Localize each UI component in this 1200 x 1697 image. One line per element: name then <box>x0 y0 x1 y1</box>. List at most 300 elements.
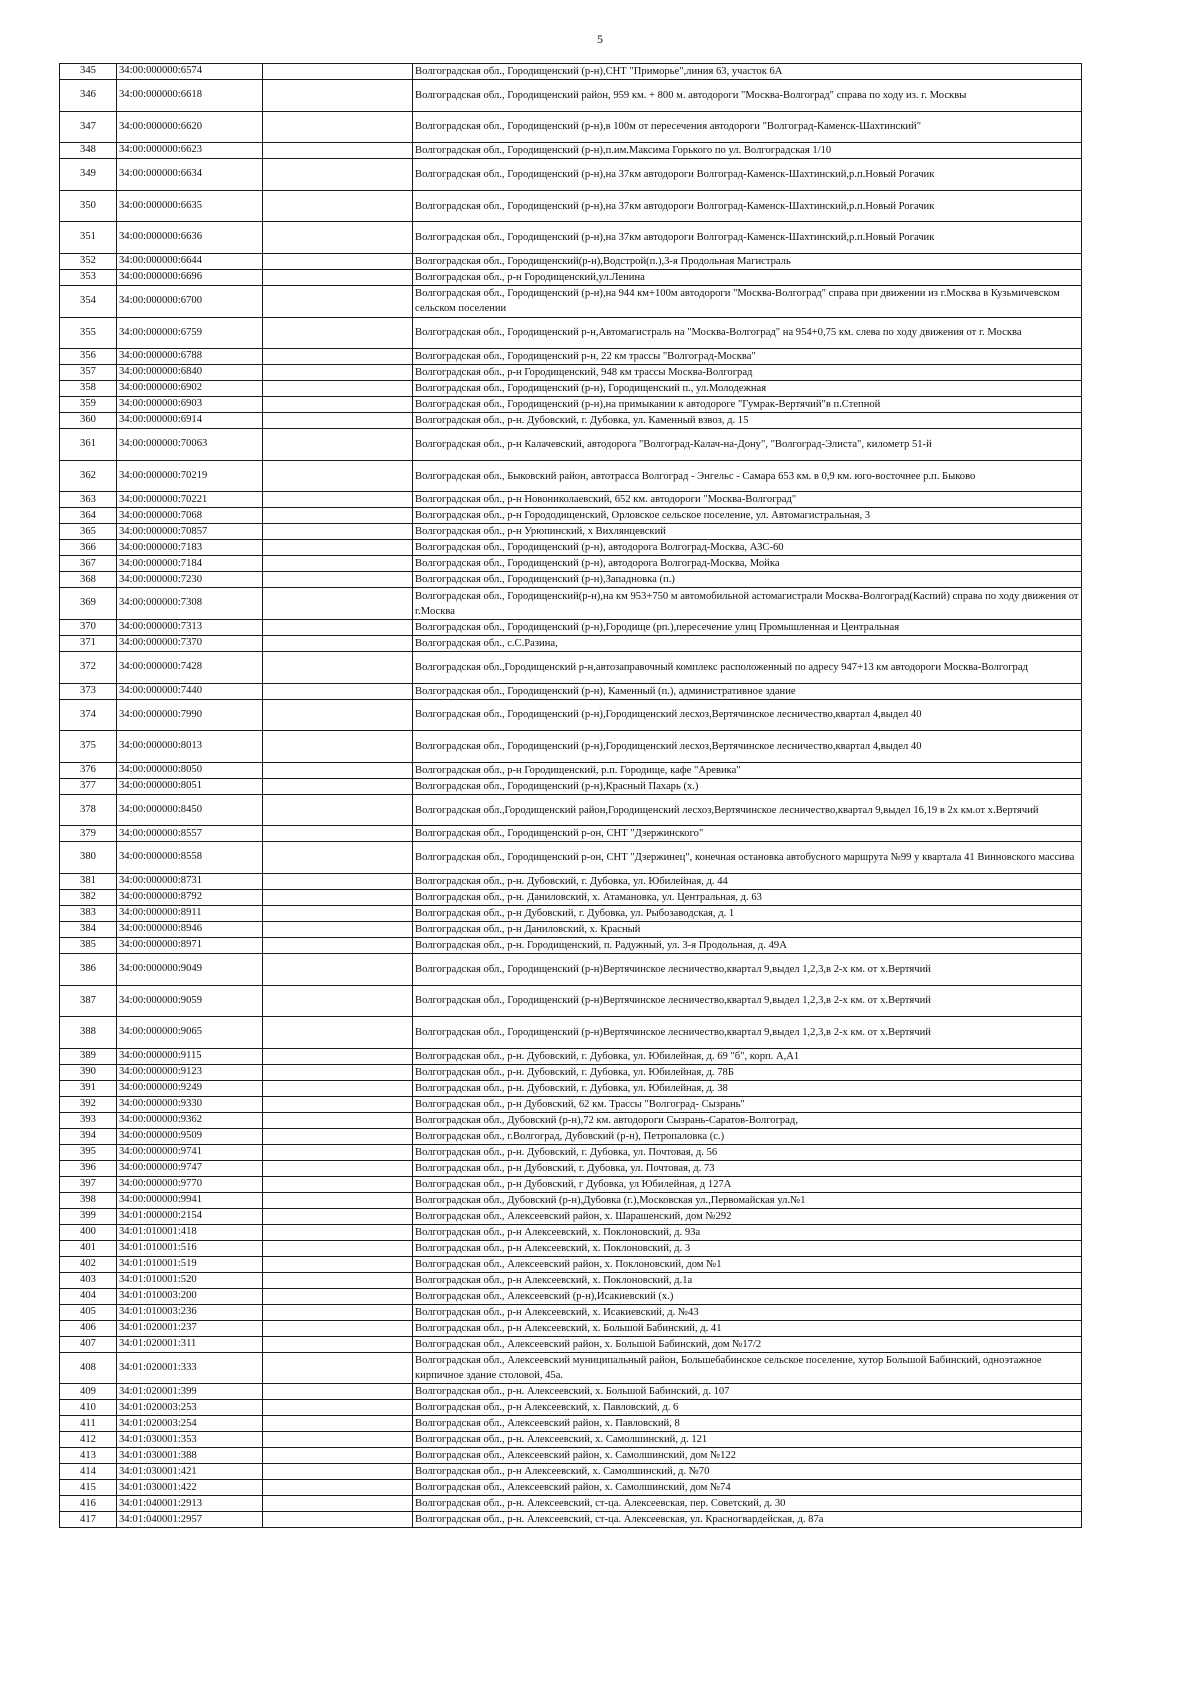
table-row <box>60 1464 1082 1480</box>
cadastral-number: 34:00:000000:7440 <box>117 683 263 699</box>
row-number: 359 <box>60 397 117 413</box>
address: Волгоградская обл., Городищенский (р-н),на 37км автодороги Волгоград-Каменск-Шахтинский,р.п.Новый Рогачик <box>413 159 1082 191</box>
cadastral-number: 34:00:000000:6914 <box>117 413 263 429</box>
table-row <box>60 365 1082 381</box>
table-row <box>60 873 1082 889</box>
row-number: 345 <box>60 64 117 80</box>
table-row <box>60 190 1082 222</box>
cadastral-number: 34:01:020001:333 <box>117 1352 263 1384</box>
empty-cell <box>263 937 413 953</box>
table-row <box>60 1432 1082 1448</box>
table-row <box>60 524 1082 540</box>
row-number: 356 <box>60 349 117 365</box>
empty-cell <box>263 1416 413 1432</box>
table-row <box>60 1336 1082 1352</box>
cadastral-number: 34:00:000000:8946 <box>117 921 263 937</box>
address: Волгоградская обл., р-н Калачевский, автодорога "Волгоград-Калач-на-Дону", "Волгоград-Элиста", километр 51-й <box>413 429 1082 461</box>
cadastral-number: 34:00:000000:6696 <box>117 269 263 285</box>
empty-cell <box>263 222 413 254</box>
address: Волгоградская обл., р-н. Даниловский, х. Атамановка, ул. Центральная, д. 63 <box>413 889 1082 905</box>
cadastral-number: 34:00:000000:6634 <box>117 159 263 191</box>
empty-cell <box>263 349 413 365</box>
row-number: 387 <box>60 985 117 1017</box>
row-number: 351 <box>60 222 117 254</box>
cadastral-number: 34:00:000000:8557 <box>117 826 263 842</box>
row-number: 361 <box>60 429 117 461</box>
registry-table <box>59 63 1082 1528</box>
address: Волгоградская обл., Городищенский (р-н),на 944 км+100м автодороги "Москва-Волгоград" справа при движении из г.Москва в Кузьмичевском сельском поселении <box>413 285 1082 317</box>
row-number: 348 <box>60 143 117 159</box>
cadastral-number: 34:01:000000:2154 <box>117 1208 263 1224</box>
address: Волгоградская обл., р-н Горододищенский, Орловское сельское поселение, ул. Автомагистральная, 3 <box>413 508 1082 524</box>
cadastral-number: 34:00:000000:7313 <box>117 619 263 635</box>
cadastral-number: 34:00:000000:9941 <box>117 1192 263 1208</box>
address: Волгоградская обл., Городищенский (р-н),Красный Пахарь (х.) <box>413 778 1082 794</box>
cadastral-number: 34:00:000000:6635 <box>117 190 263 222</box>
cadastral-number: 34:00:000000:9770 <box>117 1176 263 1192</box>
row-number: 349 <box>60 159 117 191</box>
table-row <box>60 222 1082 254</box>
cadastral-number: 34:00:000000:7068 <box>117 508 263 524</box>
table-row <box>60 905 1082 921</box>
empty-cell <box>263 699 413 731</box>
cadastral-number: 34:01:020001:237 <box>117 1320 263 1336</box>
empty-cell <box>263 683 413 699</box>
row-number: 410 <box>60 1400 117 1416</box>
address: Волгоградская обл., Городищенский (р-н),СНТ "Приморье",линия 63, участок 6А <box>413 64 1082 80</box>
table-row <box>60 1256 1082 1272</box>
cadastral-number: 34:00:000000:6644 <box>117 253 263 269</box>
row-number: 366 <box>60 540 117 556</box>
cadastral-number: 34:01:010001:418 <box>117 1224 263 1240</box>
cadastral-number: 34:00:000000:70063 <box>117 429 263 461</box>
row-number: 367 <box>60 556 117 572</box>
empty-cell <box>263 1336 413 1352</box>
row-number: 390 <box>60 1064 117 1080</box>
cadastral-number: 34:00:000000:70219 <box>117 460 263 492</box>
table-row <box>60 159 1082 191</box>
address: Волгоградская обл., г.Волгоград, Дубовский (р-н), Петропаловка (с.) <box>413 1128 1082 1144</box>
address: Волгоградская обл., р-н Алексеевский, х. Исакиевский, д. №43 <box>413 1304 1082 1320</box>
address: Волгоградская обл., Городищенский(р-н),на км 953+750 м автомобильной астомагистрали Москва-Волгоград(Каспий) справа по ходу движения от г.Москва <box>413 588 1082 620</box>
empty-cell <box>263 635 413 651</box>
registry-table-body <box>60 64 1082 1528</box>
cadastral-number: 34:00:000000:6618 <box>117 80 263 112</box>
table-row <box>60 269 1082 285</box>
empty-cell <box>263 524 413 540</box>
row-number: 347 <box>60 111 117 143</box>
empty-cell <box>263 1384 413 1400</box>
table-row <box>60 985 1082 1017</box>
address: Волгоградская обл., Алексеевский район, х. Шарашенский, дом №292 <box>413 1208 1082 1224</box>
table-row <box>60 1144 1082 1160</box>
row-number: 412 <box>60 1432 117 1448</box>
address: Волгоградская обл., р-н Алексеевский, х. Большой Бабинский, д. 41 <box>413 1320 1082 1336</box>
table-row <box>60 683 1082 699</box>
empty-cell <box>263 1128 413 1144</box>
table-row <box>60 953 1082 985</box>
row-number: 371 <box>60 635 117 651</box>
cadastral-number: 34:01:010001:520 <box>117 1272 263 1288</box>
empty-cell <box>263 842 413 874</box>
table-row <box>60 429 1082 461</box>
empty-cell <box>263 1512 413 1528</box>
cadastral-number: 34:00:000000:6620 <box>117 111 263 143</box>
empty-cell <box>263 64 413 80</box>
cadastral-number: 34:00:000000:9123 <box>117 1064 263 1080</box>
empty-cell <box>263 1240 413 1256</box>
row-number: 365 <box>60 524 117 540</box>
empty-cell <box>263 1352 413 1384</box>
row-number: 384 <box>60 921 117 937</box>
cadastral-number: 34:00:000000:9330 <box>117 1096 263 1112</box>
table-row <box>60 460 1082 492</box>
empty-cell <box>263 588 413 620</box>
cadastral-number: 34:00:000000:8558 <box>117 842 263 874</box>
cadastral-number: 34:01:010003:200 <box>117 1288 263 1304</box>
row-number: 352 <box>60 253 117 269</box>
row-number: 370 <box>60 619 117 635</box>
empty-cell <box>263 1176 413 1192</box>
cadastral-number: 34:01:040001:2913 <box>117 1496 263 1512</box>
empty-cell <box>263 1272 413 1288</box>
cadastral-number: 34:00:000000:6840 <box>117 365 263 381</box>
row-number: 386 <box>60 953 117 985</box>
empty-cell <box>263 285 413 317</box>
table-row <box>60 731 1082 763</box>
row-number: 373 <box>60 683 117 699</box>
address: Волгоградская обл., р-н Дубовский, г. Дубовка, ул. Рыбозаводская, д. 1 <box>413 905 1082 921</box>
cadastral-number: 34:00:000000:9362 <box>117 1112 263 1128</box>
address: Волгоградская обл., р-н Городищенский, р.п. Городище, кафе "Аревика" <box>413 762 1082 778</box>
table-row <box>60 1096 1082 1112</box>
row-number: 380 <box>60 842 117 874</box>
cadastral-number: 34:00:000000:7990 <box>117 699 263 731</box>
empty-cell <box>263 889 413 905</box>
address: Волгоградская обл., р-н Алексеевский, х. Поклоновский, д. 93а <box>413 1224 1082 1240</box>
table-row <box>60 651 1082 683</box>
table-row <box>60 1224 1082 1240</box>
table-row <box>60 1112 1082 1128</box>
cadastral-number: 34:00:000000:9747 <box>117 1160 263 1176</box>
empty-cell <box>263 460 413 492</box>
table-row <box>60 826 1082 842</box>
empty-cell <box>263 1496 413 1512</box>
cadastral-number: 34:01:030001:388 <box>117 1448 263 1464</box>
cadastral-number: 34:00:000000:6902 <box>117 381 263 397</box>
address: Волгоградская обл., р-н Новониколаевский, 652 км. автодороги "Москва-Волгоград" <box>413 492 1082 508</box>
row-number: 409 <box>60 1384 117 1400</box>
table-row <box>60 1496 1082 1512</box>
empty-cell <box>263 1400 413 1416</box>
address: Волгоградская обл., р-н Алексеевский, х. Павловский, д. 6 <box>413 1400 1082 1416</box>
row-number: 414 <box>60 1464 117 1480</box>
row-number: 396 <box>60 1160 117 1176</box>
address: Волгоградская обл., Городищенский район, 959 км. + 800 м. автодороги "Москва-Волгоград" справа по ходу из. г. Москвы <box>413 80 1082 112</box>
empty-cell <box>263 492 413 508</box>
cadastral-number: 34:00:000000:70857 <box>117 524 263 540</box>
row-number: 408 <box>60 1352 117 1384</box>
row-number: 413 <box>60 1448 117 1464</box>
cadastral-number: 34:00:000000:6574 <box>117 64 263 80</box>
empty-cell <box>263 365 413 381</box>
table-row <box>60 1048 1082 1064</box>
address: Волгоградская обл., Городищенский (р-н),п.им.Максима Горького по ул. Волгоградская 1/10 <box>413 143 1082 159</box>
empty-cell <box>263 1304 413 1320</box>
table-row <box>60 619 1082 635</box>
row-number: 400 <box>60 1224 117 1240</box>
table-row <box>60 1480 1082 1496</box>
address: Волгоградская обл., р-н. Городищенский, п. Радужный, ул. 3-я Продольная, д. 49А <box>413 937 1082 953</box>
table-row <box>60 778 1082 794</box>
row-number: 397 <box>60 1176 117 1192</box>
address: Волгоградская обл., Городищенский (р-н),на 37км автодороги Волгоград-Каменск-Шахтинский,р.п.Новый Рогачик <box>413 190 1082 222</box>
address: Волгоградская обл., Городищенский (р-н),на 37км автодороги Волгоград-Каменск-Шахтинский,р.п.Новый Рогачик <box>413 222 1082 254</box>
row-number: 401 <box>60 1240 117 1256</box>
address: Волгоградская обл., р-н Дубовский, г Дубовка, ул Юбилейная, д 127А <box>413 1176 1082 1192</box>
row-number: 360 <box>60 413 117 429</box>
table-row <box>60 794 1082 826</box>
table-row <box>60 317 1082 349</box>
empty-cell <box>263 413 413 429</box>
table-row <box>60 64 1082 80</box>
table-row <box>60 540 1082 556</box>
row-number: 372 <box>60 651 117 683</box>
table-row <box>60 921 1082 937</box>
address: Волгоградская обл., Быковский район, автотрасса Волгоград - Энгельс - Самара 653 км. в 0,9 км. юго-восточнее р.п. Быково <box>413 460 1082 492</box>
cadastral-number: 34:01:030001:421 <box>117 1464 263 1480</box>
cadastral-number: 34:01:020003:253 <box>117 1400 263 1416</box>
row-number: 399 <box>60 1208 117 1224</box>
empty-cell <box>263 1064 413 1080</box>
row-number: 357 <box>60 365 117 381</box>
cadastral-number: 34:01:030001:353 <box>117 1432 263 1448</box>
table-row <box>60 889 1082 905</box>
table-row <box>60 1320 1082 1336</box>
cadastral-number: 34:00:000000:7428 <box>117 651 263 683</box>
address: Волгоградская обл., Городищенский р-н,Автомагистраль на "Москва-Волгоград" на 954+0,75 км. слева по ходу движения от г. Москва <box>413 317 1082 349</box>
empty-cell <box>263 985 413 1017</box>
address: Волгоградская обл., Алексеевский район, х. Самолшинский, дом №74 <box>413 1480 1082 1496</box>
row-number: 376 <box>60 762 117 778</box>
address: Волгоградская обл., Алексеевский район, х. Большой Бабинский, дом №17/2 <box>413 1336 1082 1352</box>
table-row <box>60 1128 1082 1144</box>
cadastral-number: 34:00:000000:7184 <box>117 556 263 572</box>
row-number: 394 <box>60 1128 117 1144</box>
empty-cell <box>263 873 413 889</box>
address: Волгоградская обл., р-н. Алексеевский, ст-ца. Алексеевская, пер. Советский, д. 30 <box>413 1496 1082 1512</box>
empty-cell <box>263 1464 413 1480</box>
empty-cell <box>263 1432 413 1448</box>
row-number: 416 <box>60 1496 117 1512</box>
row-number: 377 <box>60 778 117 794</box>
table-row <box>60 1352 1082 1384</box>
cadastral-number: 34:00:000000:8050 <box>117 762 263 778</box>
empty-cell <box>263 1224 413 1240</box>
table-row <box>60 1240 1082 1256</box>
row-number: 391 <box>60 1080 117 1096</box>
empty-cell <box>263 317 413 349</box>
row-number: 364 <box>60 508 117 524</box>
table-row <box>60 413 1082 429</box>
address: Волгоградская обл., р-н Дубовский, г. Дубовка, ул. Почтовая, д. 73 <box>413 1160 1082 1176</box>
row-number: 362 <box>60 460 117 492</box>
row-number: 407 <box>60 1336 117 1352</box>
cadastral-number: 34:00:000000:7308 <box>117 588 263 620</box>
cadastral-number: 34:01:030001:422 <box>117 1480 263 1496</box>
cadastral-number: 34:00:000000:6903 <box>117 397 263 413</box>
empty-cell <box>263 429 413 461</box>
table-row <box>60 1192 1082 1208</box>
address: Волгоградская обл., Алексеевский район, х. Павловский, 8 <box>413 1416 1082 1432</box>
row-number: 406 <box>60 1320 117 1336</box>
table-row <box>60 556 1082 572</box>
address: Волгоградская обл., Городищенский (р-н),Городище (рп.),пересечение улиц Промышленная и Центральная <box>413 619 1082 635</box>
empty-cell <box>263 143 413 159</box>
empty-cell <box>263 1320 413 1336</box>
cadastral-number: 34:01:010001:516 <box>117 1240 263 1256</box>
empty-cell <box>263 651 413 683</box>
cadastral-number: 34:01:040001:2957 <box>117 1512 263 1528</box>
address: Волгоградская обл., р-н Даниловский, х. Красный <box>413 921 1082 937</box>
empty-cell <box>263 1480 413 1496</box>
empty-cell <box>263 1208 413 1224</box>
row-number: 368 <box>60 572 117 588</box>
address: Волгоградская обл., с.С.Разина, <box>413 635 1082 651</box>
table-row <box>60 1304 1082 1320</box>
table-row <box>60 111 1082 143</box>
row-number: 374 <box>60 699 117 731</box>
address: Волгоградская обл., р-н. Алексеевский, ст-ца. Алексеевская, ул. Красногвардейская, д. 87а <box>413 1512 1082 1528</box>
row-number: 417 <box>60 1512 117 1528</box>
address: Волгоградская обл., Городищенский р-он, СНТ "Дзержинского" <box>413 826 1082 842</box>
cadastral-number: 34:00:000000:6700 <box>117 285 263 317</box>
address: Волгоградская обл., Городищенский (р-н),на примыкании к автодороге "Гумрак-Вертячий"в п.Степной <box>413 397 1082 413</box>
row-number: 379 <box>60 826 117 842</box>
row-number: 355 <box>60 317 117 349</box>
row-number: 403 <box>60 1272 117 1288</box>
cadastral-number: 34:00:000000:9509 <box>117 1128 263 1144</box>
empty-cell <box>263 1192 413 1208</box>
empty-cell <box>263 1080 413 1096</box>
table-row <box>60 349 1082 365</box>
address: Волгоградская обл., Городищенский(р-н),Водстрой(п.),3-я Продольная Магистраль <box>413 253 1082 269</box>
table-row <box>60 508 1082 524</box>
table-row <box>60 1272 1082 1288</box>
empty-cell <box>263 190 413 222</box>
cadastral-number: 34:00:000000:9741 <box>117 1144 263 1160</box>
row-number: 402 <box>60 1256 117 1272</box>
cadastral-number: 34:00:000000:6788 <box>117 349 263 365</box>
address: Волгоградская обл., р-н. Алексеевский, х. Большой Бабинский, д. 107 <box>413 1384 1082 1400</box>
empty-cell <box>263 1096 413 1112</box>
address: Волгоградская обл., Алексеевский (р-н),Исакиевский (х.) <box>413 1288 1082 1304</box>
table-row <box>60 1400 1082 1416</box>
empty-cell <box>263 159 413 191</box>
address: Волгоградская обл., Городищенский (р-н),Городищенский лесхоз,Вертячинское лесничество,квартал 4,выдел 40 <box>413 731 1082 763</box>
row-number: 350 <box>60 190 117 222</box>
table-row <box>60 1160 1082 1176</box>
address: Волгоградская обл., Городищенский р-н, 22 км трассы "Волгоград-Москва" <box>413 349 1082 365</box>
table-row <box>60 381 1082 397</box>
address: Волгоградская обл., р-н Городищенский, 948 км трассы Москва-Волгоград <box>413 365 1082 381</box>
empty-cell <box>263 508 413 524</box>
row-number: 395 <box>60 1144 117 1160</box>
address: Волгоградская обл., р-н Алексеевский, х. Поклоновский, д. 3 <box>413 1240 1082 1256</box>
row-number: 383 <box>60 905 117 921</box>
address: Волгоградская обл., Городищенский (р-н),Городищенский лесхоз,Вертячинское лесничество,квартал 4,выдел 40 <box>413 699 1082 731</box>
row-number: 363 <box>60 492 117 508</box>
cadastral-number: 34:00:000000:7370 <box>117 635 263 651</box>
address: Волгоградская обл., Городищенский (р-н),в 100м от пересечения автодороги "Волгоград-Каменск-Шахтинский" <box>413 111 1082 143</box>
table-row <box>60 842 1082 874</box>
empty-cell <box>263 381 413 397</box>
table-row <box>60 285 1082 317</box>
cadastral-number: 34:00:000000:9249 <box>117 1080 263 1096</box>
table-row <box>60 1080 1082 1096</box>
table-row <box>60 588 1082 620</box>
empty-cell <box>263 80 413 112</box>
empty-cell <box>263 111 413 143</box>
table-row <box>60 397 1082 413</box>
cadastral-number: 34:00:000000:8792 <box>117 889 263 905</box>
table-row <box>60 1416 1082 1432</box>
table-row <box>60 1017 1082 1049</box>
row-number: 389 <box>60 1048 117 1064</box>
address: Волгоградская обл., р-н. Дубовский, г. Дубовка, ул. Каменный взвоз, д. 15 <box>413 413 1082 429</box>
empty-cell <box>263 778 413 794</box>
cadastral-number: 34:00:000000:8051 <box>117 778 263 794</box>
table-row <box>60 572 1082 588</box>
cadastral-number: 34:00:000000:6623 <box>117 143 263 159</box>
empty-cell <box>263 826 413 842</box>
address: Волгоградская обл., р-н. Алексеевский, х. Самолшинский, д. 121 <box>413 1432 1082 1448</box>
cadastral-number: 34:00:000000:8013 <box>117 731 263 763</box>
empty-cell <box>263 1256 413 1272</box>
empty-cell <box>263 1288 413 1304</box>
cadastral-number: 34:00:000000:8971 <box>117 937 263 953</box>
table-row <box>60 1288 1082 1304</box>
address: Волгоградская обл., Алексеевский район, х. Поклоновский, дом №1 <box>413 1256 1082 1272</box>
empty-cell <box>263 397 413 413</box>
address: Волгоградская обл., Дубовский (р-н),72 км. автодороги Сызрань-Саратов-Волгоград, <box>413 1112 1082 1128</box>
empty-cell <box>263 572 413 588</box>
empty-cell <box>263 540 413 556</box>
empty-cell <box>263 1017 413 1049</box>
empty-cell <box>263 1112 413 1128</box>
empty-cell <box>263 556 413 572</box>
cadastral-number: 34:01:010003:236 <box>117 1304 263 1320</box>
table-row <box>60 937 1082 953</box>
table-row <box>60 1448 1082 1464</box>
cadastral-number: 34:00:000000:9059 <box>117 985 263 1017</box>
address: Волгоградская обл., р-н Алексеевский, х. Самолшинский, д. №70 <box>413 1464 1082 1480</box>
row-number: 375 <box>60 731 117 763</box>
empty-cell <box>263 921 413 937</box>
row-number: 382 <box>60 889 117 905</box>
table-row <box>60 1176 1082 1192</box>
table-row <box>60 699 1082 731</box>
row-number: 411 <box>60 1416 117 1432</box>
empty-cell <box>263 1048 413 1064</box>
address: Волгоградская обл.,Городищенский район,Городищенский лесхоз,Вертячинское лесничество,квартал 9,выдел 16,19 в 2х км.от х.Вертячий <box>413 794 1082 826</box>
table-row <box>60 1512 1082 1528</box>
table-row <box>60 635 1082 651</box>
empty-cell <box>263 905 413 921</box>
row-number: 369 <box>60 588 117 620</box>
table-row <box>60 253 1082 269</box>
table-row <box>60 80 1082 112</box>
